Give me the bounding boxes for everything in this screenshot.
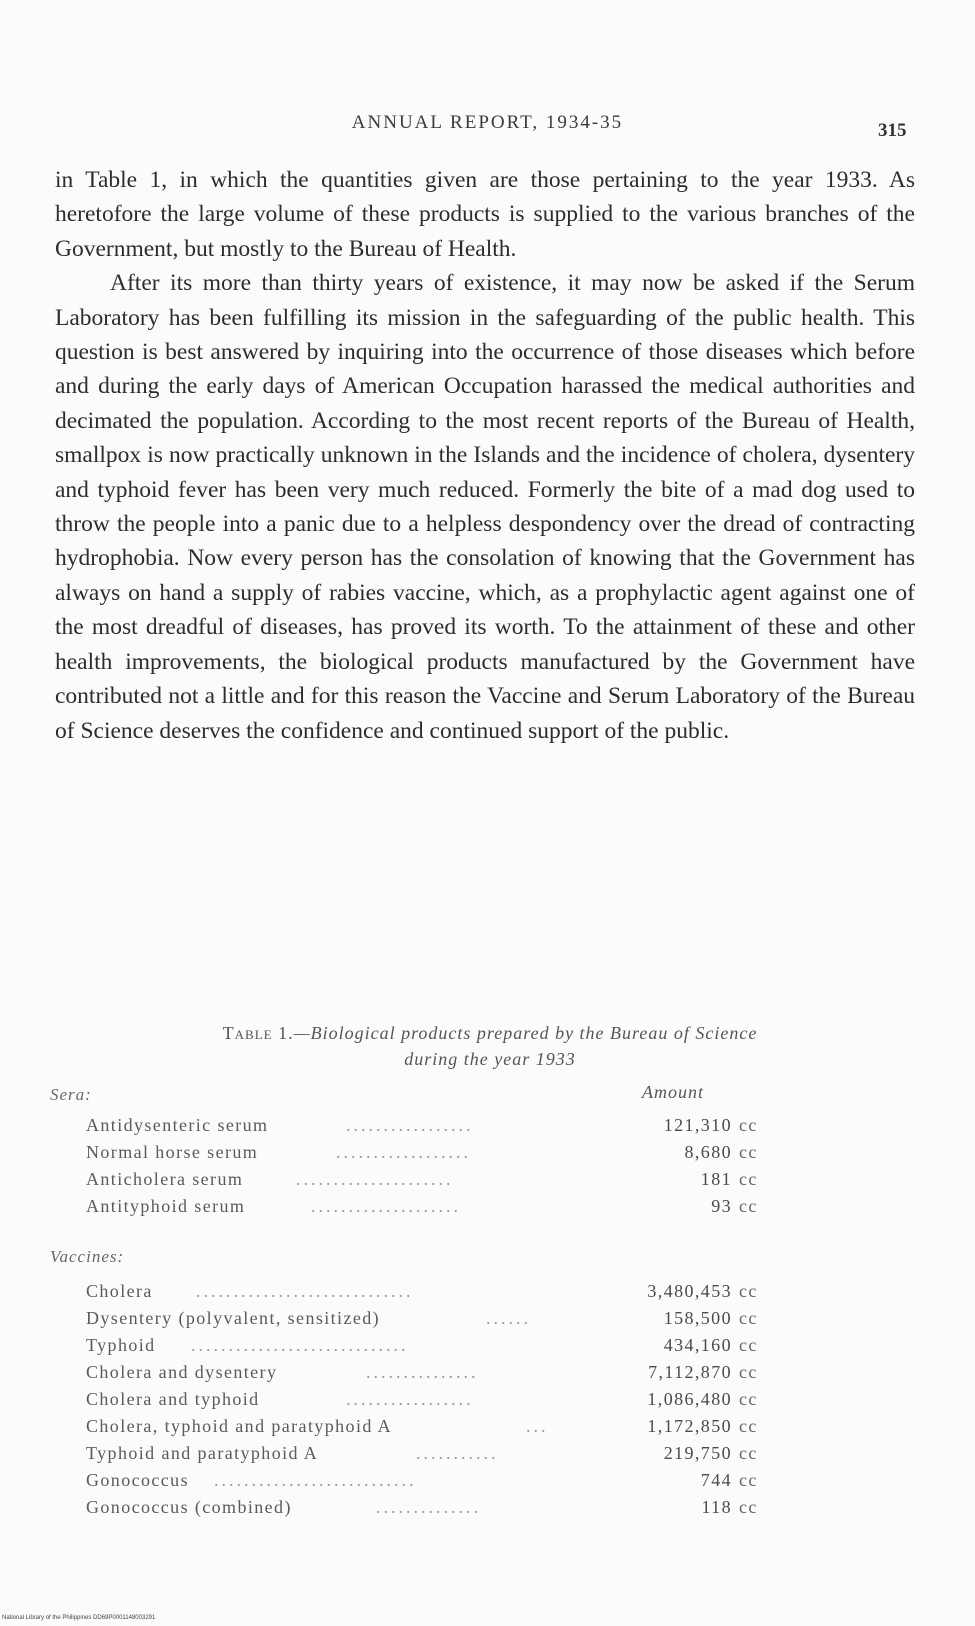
row-unit: cc: [739, 1443, 758, 1463]
row-amount: 8,680: [684, 1142, 732, 1162]
row-unit: cc: [739, 1470, 758, 1490]
table-row: [86, 1142, 786, 1169]
table-row: [86, 1470, 786, 1497]
body-text: [55, 163, 915, 748]
page-number: 315: [878, 120, 907, 141]
table-caption: [60, 1020, 920, 1072]
table-row: [86, 1308, 786, 1335]
row-name: Normal horse serum: [86, 1142, 259, 1162]
row-name: Antidysenteric serum: [86, 1115, 269, 1135]
row-unit: cc: [739, 1281, 758, 1301]
sera-rows: [86, 1115, 786, 1223]
row-unit: cc: [739, 1389, 758, 1409]
row-unit: cc: [739, 1196, 758, 1216]
row-name: Cholera: [86, 1281, 153, 1301]
row-amount: 434,160: [663, 1335, 732, 1355]
row-unit: cc: [739, 1308, 758, 1328]
row-unit: cc: [739, 1335, 758, 1355]
row-unit: cc: [739, 1142, 758, 1162]
row-unit: cc: [739, 1416, 758, 1436]
running-head: ANNUAL REPORT, 1934-35: [351, 112, 624, 133]
sera-header: Sera:: [50, 1085, 92, 1104]
table-row: [86, 1169, 786, 1196]
paragraph-1: in Table 1, in which the quantities given are those pertaining to the year 1933. As heretofore the large volume of these products is supplied to the various branches of the Government, but mostly to the Bureau of Health.: [55, 167, 915, 262]
leader-dots: .................: [346, 1115, 474, 1135]
row-amount: 1,086,480: [647, 1389, 732, 1409]
leader-dots: ...: [526, 1416, 549, 1436]
row-amount: 158,500: [663, 1308, 732, 1328]
paragraph-2: After its more than thirty years of existence, it may now be asked if the Serum Laboratory has been fulfilling its mission in the safeguarding of the public health. This question is best answered by inquiring into the occurrence of those diseases which before and during the early days of American Occupation harassed the medical authorities and decimated the population. According to the most recent reports of the Bureau of Health, smallpox is now practically unknown in the Islands and the incidence of cholera, dysentery and typhoid fever has been very much reduced. Formerly the bite of a mad dog used to throw the people into a panic due to a helpless despondency over the dread of contracting hydrophobia. Now every person has the consolation of knowing that the Government has always on hand a supply of rabies vaccine, which, as a prophylactic agent against one of the most dreadful of diseases, has proved its worth. To the attainment of these and other health improvements, the biological products manufactured by the Government have contributed not a little and for this reason the Vaccine and Serum Laboratory of the Bureau of Science deserves the confidence and continued support of the public.: [55, 270, 915, 744]
row-amount: 7,112,870: [648, 1362, 732, 1382]
row-amount: 3,480,453: [647, 1281, 732, 1301]
leader-dots: .............................: [191, 1335, 409, 1355]
row-name: Gonococcus (combined): [86, 1497, 292, 1517]
leader-dots: ..................: [336, 1142, 471, 1162]
row-amount: 1,172,850: [647, 1416, 732, 1436]
table-row: [86, 1389, 786, 1416]
row-name: Cholera, typhoid and paratyphoid A: [86, 1416, 393, 1436]
row-name: Cholera and typhoid: [86, 1389, 260, 1409]
row-amount: 181: [700, 1169, 732, 1189]
table-label: Table 1.: [222, 1023, 294, 1043]
row-name: Dysentery (polyvalent, sensitized): [86, 1308, 381, 1328]
row-unit: cc: [739, 1169, 758, 1189]
row-amount: 121,310: [663, 1115, 732, 1135]
vaccine-rows: [86, 1281, 786, 1524]
table-title-line-2: during the year 1933: [404, 1049, 576, 1069]
leader-dots: .............................: [196, 1281, 414, 1301]
row-amount: 744: [700, 1470, 732, 1490]
scan-footer-note: National Library of the Philippines DD69P0001148003291: [2, 1615, 156, 1621]
row-amount: 219,750: [663, 1443, 732, 1463]
leader-dots: ..............: [376, 1497, 481, 1517]
row-name: Cholera and dysentery: [86, 1362, 278, 1382]
leader-dots: ...........: [416, 1443, 499, 1463]
table-row: [86, 1443, 786, 1470]
table-title-line-1: —Biological products prepared by the Bureau of Science: [293, 1023, 758, 1043]
row-name: Anticholera serum: [86, 1169, 244, 1189]
leader-dots: .................: [346, 1389, 474, 1409]
table-row: [86, 1196, 786, 1223]
table-row: [86, 1281, 786, 1308]
leader-dots: ...............: [366, 1362, 479, 1382]
row-amount: 93: [711, 1196, 732, 1216]
table-row: [86, 1497, 786, 1524]
row-amount: 118: [701, 1497, 732, 1517]
row-name: Gonococcus: [86, 1470, 189, 1490]
row-unit: cc: [739, 1115, 758, 1135]
leader-dots: ...........................: [214, 1470, 417, 1490]
leader-dots: ......: [486, 1308, 531, 1328]
table-row: [86, 1362, 786, 1389]
vaccines-header: Vaccines:: [50, 1247, 125, 1266]
row-unit: cc: [739, 1362, 758, 1382]
row-unit: cc: [739, 1497, 758, 1517]
leader-dots: ....................: [311, 1196, 461, 1216]
row-name: Typhoid: [86, 1335, 156, 1355]
amount-header: Amount: [642, 1082, 704, 1102]
table-row: [86, 1115, 786, 1142]
row-name: Typhoid and paratyphoid A: [86, 1443, 319, 1463]
table-row: [86, 1416, 786, 1443]
row-name: Antityphoid serum: [86, 1196, 246, 1216]
table-row: [86, 1335, 786, 1362]
leader-dots: .....................: [296, 1169, 454, 1189]
